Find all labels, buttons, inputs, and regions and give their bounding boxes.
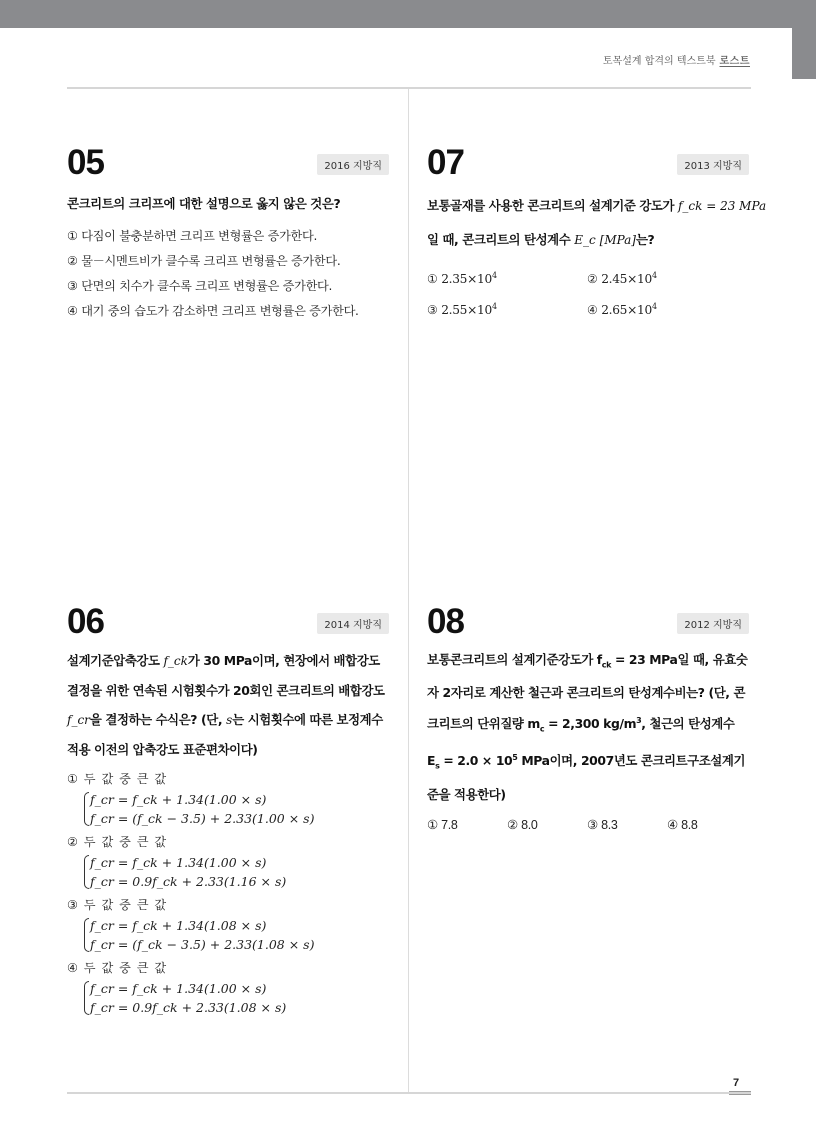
option-list bbox=[67, 224, 389, 324]
question-number: 07 bbox=[427, 143, 464, 182]
option-1[interactable]: ① $2.35\times 10^4$ bbox=[427, 271, 497, 287]
chapter-tab bbox=[792, 28, 816, 79]
column-divider bbox=[408, 89, 409, 1092]
question-stem: 콘크리트의 크리프에 대한 설명으로 옳지 않은 것은? bbox=[67, 196, 341, 211]
option-2[interactable]: ② $2.45\times 10^4$ bbox=[587, 271, 657, 287]
stem-math: E_c bbox=[574, 233, 596, 247]
top-band bbox=[0, 0, 816, 28]
question-08 bbox=[427, 604, 749, 838]
question-header bbox=[427, 602, 749, 641]
choice-1[interactable] bbox=[67, 768, 389, 828]
footer-rule bbox=[67, 1092, 751, 1094]
stem-math: f_ck bbox=[163, 654, 188, 668]
option-4[interactable]: ④ 8.8 bbox=[667, 817, 698, 832]
choice-label: ③ 두 값 중 큰 값 bbox=[67, 898, 168, 912]
question-header bbox=[67, 143, 389, 182]
question-header bbox=[67, 602, 389, 641]
choice-label: ② 두 값 중 큰 값 bbox=[67, 835, 168, 849]
option-list bbox=[427, 263, 749, 323]
choice-label: ① 두 값 중 큰 값 bbox=[67, 772, 168, 786]
choice-2[interactable] bbox=[67, 831, 389, 891]
exam-tag: 2016 지방직 bbox=[317, 154, 389, 175]
option-3[interactable]: ③ $2.55\times 10^4$ bbox=[427, 302, 497, 318]
choice-formula: f_cr = f_ck + 1.34(1.00 × s) f_cr = 0.9f_ck + 2.33(1.08 × s) bbox=[84, 979, 389, 1017]
question-stem: 설계기준압축강도 f_ck가 30 MPa이며, 현장에서 배합강도 결정을 위한 연속된 시험횟수가 20회인 콘크리트의 배합강도 f_cr을 결정하는 수식은? (단, s는 시험횟수에 따른 보정계수 적용 이전의 압축강도 표준편차이다) bbox=[67, 653, 385, 757]
running-head bbox=[603, 52, 750, 67]
option-1[interactable]: ① 다짐이 불충분하면 크리프 변형률은 증가한다. bbox=[67, 229, 318, 243]
option-list bbox=[427, 813, 749, 838]
option-2[interactable]: ② 8.0 bbox=[507, 817, 538, 832]
stem-text: 일 때, 콘크리트의 탄성계수 bbox=[427, 232, 571, 247]
question-07 bbox=[427, 143, 767, 323]
stem-math: f_ck = 23 MPa bbox=[677, 199, 767, 213]
choice-formula: f_cr = f_ck + 1.34(1.08 × s) f_cr = (f_ck − 3.5) + 2.33(1.08 × s) bbox=[84, 916, 389, 954]
question-number: 06 bbox=[67, 602, 104, 641]
option-1[interactable]: ① 7.8 bbox=[427, 817, 458, 832]
choice-3[interactable] bbox=[67, 894, 389, 954]
brand-logo: 로스트 bbox=[719, 56, 750, 67]
stem-text: 보통골재를 사용한 콘크리트의 설계기준 강도가 bbox=[427, 198, 675, 213]
question-number: 08 bbox=[427, 602, 464, 641]
question-05 bbox=[67, 145, 389, 324]
exam-tag: 2013 지방직 bbox=[677, 154, 749, 175]
choice-list bbox=[67, 768, 389, 1017]
stem-math: [MPa] bbox=[599, 233, 636, 247]
header-rule bbox=[67, 87, 751, 89]
option-3[interactable]: ③ 단면의 치수가 클수록 크리프 변형률은 증가한다. bbox=[67, 279, 333, 293]
exam-tag: 2012 지방직 bbox=[677, 613, 749, 634]
choice-formula: f_cr = f_ck + 1.34(1.00 × s) f_cr = (f_ck − 3.5) + 2.33(1.00 × s) bbox=[84, 790, 389, 828]
exam-tag: 2014 지방직 bbox=[317, 613, 389, 634]
option-3[interactable]: ③ 8.3 bbox=[587, 817, 618, 832]
choice-label: ④ 두 값 중 큰 값 bbox=[67, 961, 168, 975]
stem-text: 는? bbox=[635, 232, 655, 247]
stem-math: s bbox=[226, 713, 233, 727]
running-title: 토목설계 합격의 텍스트북 bbox=[602, 56, 716, 67]
stem-math: f_cr bbox=[67, 713, 90, 727]
choice-formula: f_cr = f_ck + 1.34(1.00 × s) f_cr = 0.9f_ck + 2.33(1.16 × s) bbox=[84, 853, 389, 891]
choice-4[interactable] bbox=[67, 957, 389, 1017]
option-4[interactable]: ④ $2.65\times 10^4$ bbox=[587, 302, 657, 318]
question-06 bbox=[67, 604, 389, 1017]
page-number: 7 bbox=[733, 1077, 740, 1089]
question-stem bbox=[427, 189, 767, 257]
question-header bbox=[427, 143, 749, 182]
option-2[interactable]: ② 물－시멘트비가 클수록 크리프 변형률은 증가한다. bbox=[67, 254, 341, 268]
option-4[interactable]: ④ 대기 중의 습도가 감소하면 크리프 변형률은 증가한다. bbox=[67, 304, 359, 318]
question-number: 05 bbox=[67, 143, 104, 182]
question-stem: 보통콘크리트의 설계기준강도가 $f_{ck} = 23$ MPa일 때, 유효숫자 2자리로 계산한 철근과 콘크리트의 탄성계수비는? (단, 콘크리트의 단위질량 $m_c = 2,300$ $kg/m^3$, 철근의 탄성계수 $E_s = 2.0 \times 10^5$ MPa이며, 2007년도 콘크리트구조설계기준을 적용한다) bbox=[427, 652, 748, 802]
